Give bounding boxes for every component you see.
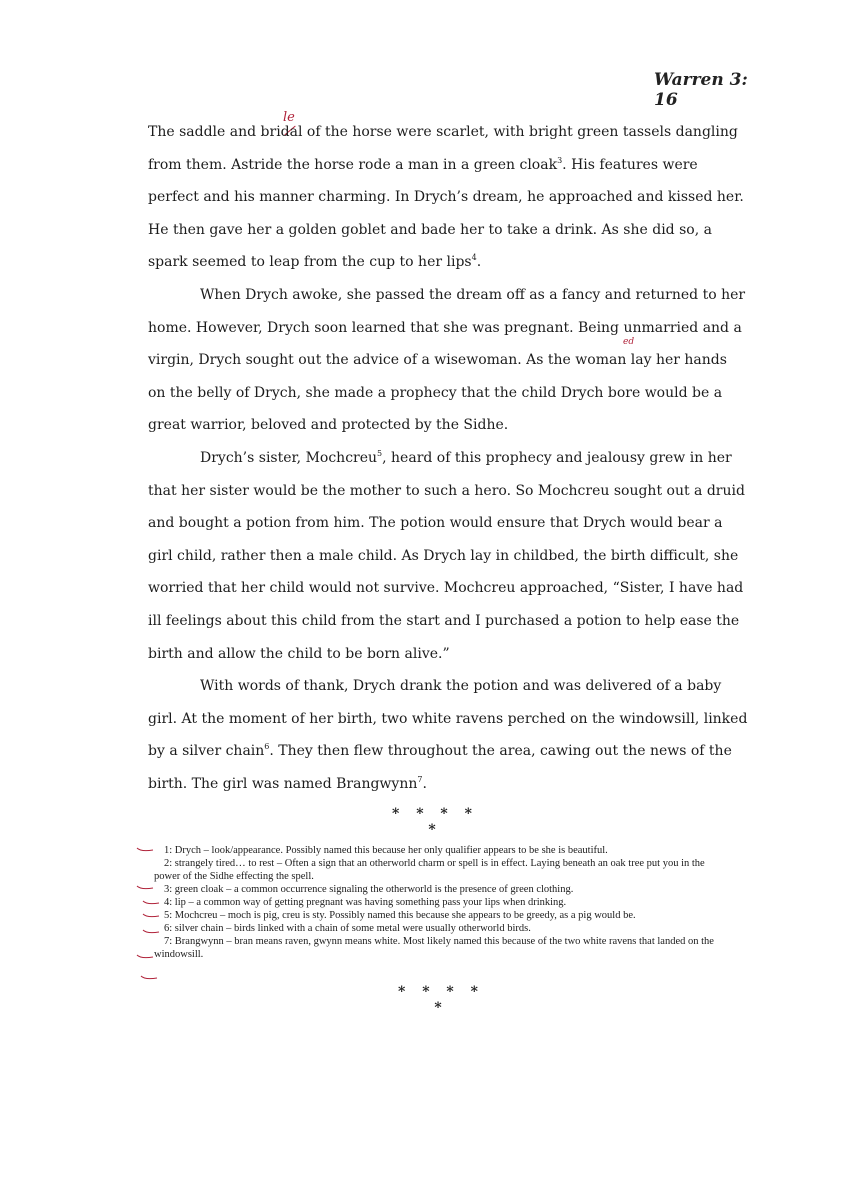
- footnote-ref-4: 4: [471, 253, 477, 263]
- correction-bridal: le: [283, 110, 295, 125]
- paragraph-1: The saddle and bridal of the horse were scarlet, with bright green tassels dangling from them. Astride the horse rode a man in a green cloak$^3$. His features were perfect and his manner charming. In Drych’s dream, he approached and kissed her. He then gave her a golden goblet and bade her to take a drink. As she did so, a spark seemed to leap from the cup to her lips$^4$.: [148, 124, 744, 271]
- check-mark-icon: [136, 846, 154, 852]
- check-mark-icon: [136, 884, 154, 890]
- paragraph-2: When Drych awoke, she passed the dream off as a fancy and returned to her home. However, Drych soon learned that she was pregnant. Being unmarried and a virgin, Drych sought out the advice of a wisewoman. As the woman lay her hands on the belly of Drych, she made a prophecy that the child Drych bore would be a great warrior, beloved and protected by the Sidhe.: [148, 286, 746, 434]
- footnote-ref-6: 6: [264, 742, 270, 752]
- footnote-5: 5: Mochcreu – moch is pig, creu is sty. Possibly named this because she appears to be greedy, as a pig would be.: [164, 910, 636, 921]
- footnote-2: 2: strangely tired… to rest – Often a sign that an otherworld charm or spell is in effect. Laying beneath an oak tree put you in the power of the Sidhe effecting the spell.: [154, 858, 705, 882]
- footnote-ref-7: 7: [417, 774, 423, 784]
- page-header: Warren 3: 16: [654, 70, 748, 110]
- section-separator: * * * * *: [392, 806, 478, 838]
- check-mark-icon: [136, 953, 154, 959]
- footnotes-separator: * * * * *: [398, 984, 484, 1016]
- check-mark-icon: [140, 974, 158, 980]
- footnote-ref-5: 5: [377, 448, 383, 458]
- correction-lay: ed: [623, 337, 635, 347]
- footnotes: [154, 844, 726, 961]
- footnote-3: 3: green cloak – a common occurrence signaling the otherworld is the presence of green clothing.: [164, 884, 574, 895]
- footnote-1: 1: Drych – look/appearance. Possibly named this because her only qualifier appears to be she is beautiful.: [164, 845, 608, 856]
- check-mark-icon: [142, 928, 160, 934]
- footnote-7: 7: Brangwynn – bran means raven, gwynn means white. Most likely named this because of the two white ravens that landed on the windowsill.: [154, 936, 714, 960]
- footnote-6: 6: silver chain – birds linked with a chain of some metal were usually otherworld birds.: [164, 923, 531, 934]
- check-mark-icon: [142, 899, 160, 905]
- footnote-4: 4: lip – a common way of getting pregnant was having something pass your lips when drinking.: [164, 897, 567, 908]
- paragraph-4: With words of thank, Drych drank the potion and was delivered of a baby girl. At the moment of her birth, two white ravens perched on the windowsill, linked by a silver chain$^6$. They then flew throughout the area, cawing out the news of the birth. The girl was named Brangwynn$^7$.: [148, 678, 748, 792]
- paragraph-3: Drych’s sister, Mochcreu$^5$, heard of this prophecy and jealousy grew in her that her sister would be the mother to such a hero. So Mochcreu sought out a druid and bought a potion from him. The potion would ensure that Drych would bear a girl child, rather then a male child. As Drych lay in childbed, the birth difficult, she worried that her child would not survive. Mochcreu approached, “Sister, I have had ill feelings about this child from the start and I purchased a potion to help ease the birth and allow the child to be born alive.”: [148, 448, 745, 662]
- footnote-ref-3: 3: [557, 155, 563, 165]
- check-mark-icon: [142, 912, 160, 918]
- body-text: [148, 116, 748, 800]
